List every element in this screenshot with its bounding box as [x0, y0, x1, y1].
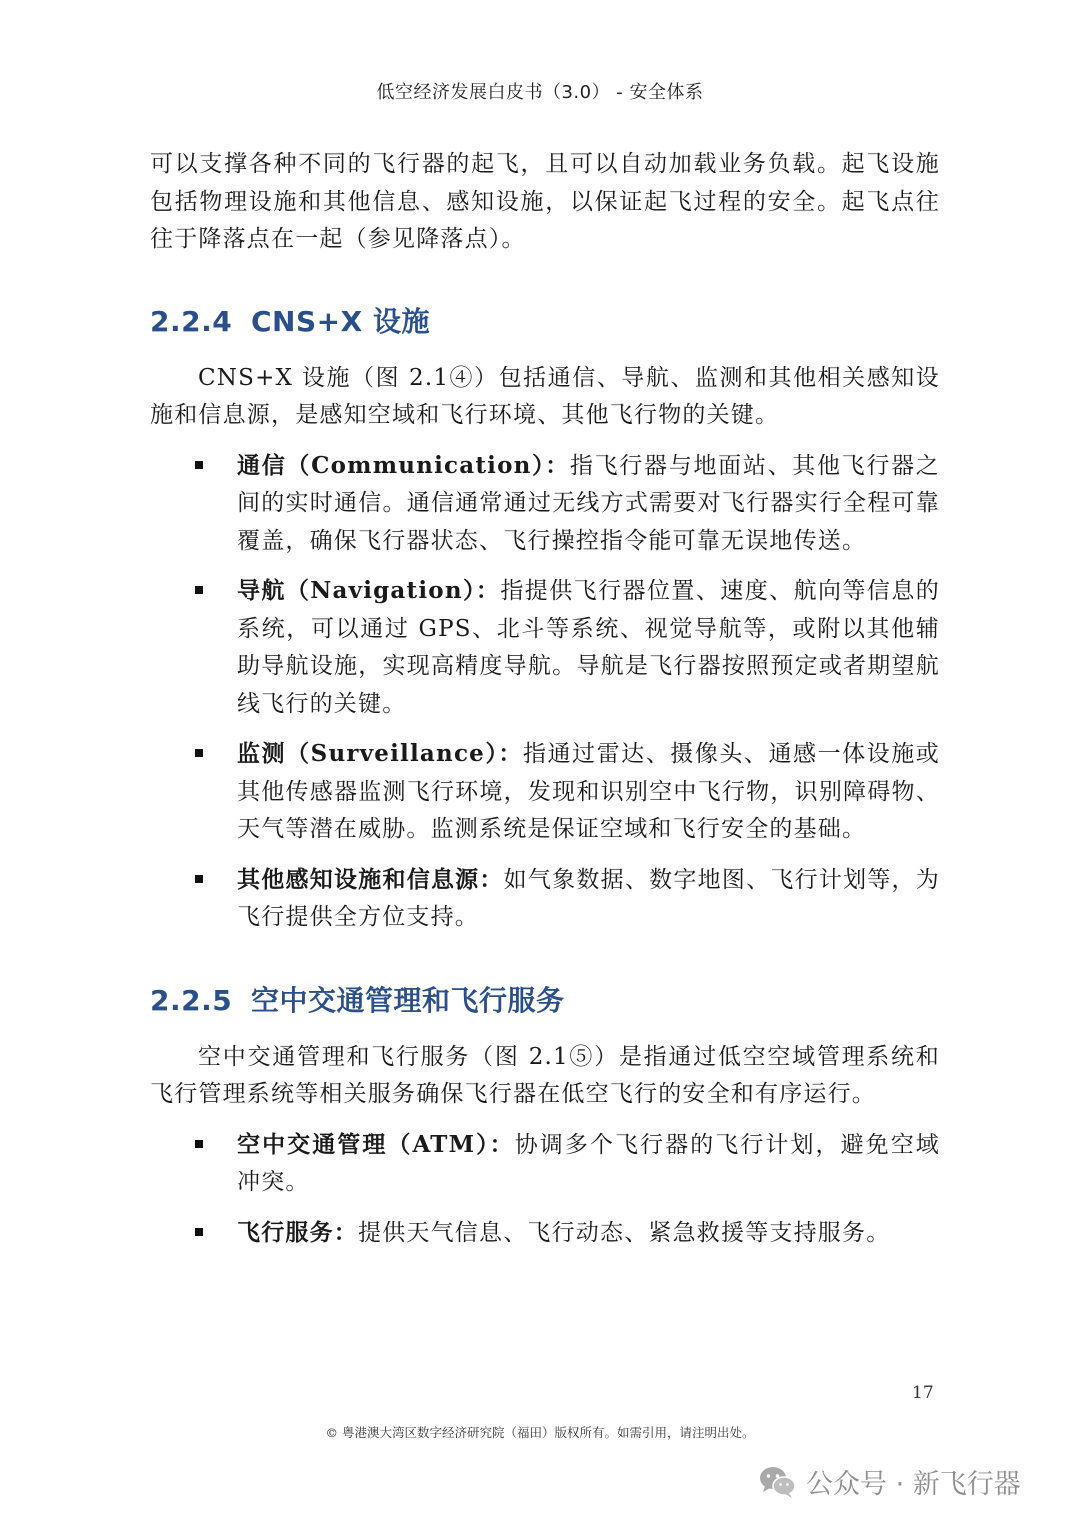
- wechat-icon: [758, 1465, 798, 1499]
- list-item-term: 监测（Surveillance）：: [237, 740, 523, 767]
- list-item-term: 导航（Navigation）：: [237, 577, 501, 604]
- bullet-icon: [195, 461, 203, 469]
- list-item-term: 其他感知设施和信息源：: [237, 865, 504, 893]
- section-paragraph: CNS+X 设施（图 2.1④）包括通信、导航、监测和其他相关感知设施和信息源，是感知空域和飞行环境、其他飞行物的关键。: [150, 364, 940, 428]
- list-item-text: 协调多个飞行器的飞行计划，避免空域冲突。: [237, 1131, 940, 1195]
- section-title: 空中交通管理和飞行服务: [251, 983, 565, 1017]
- section-paragraph: 空中交通管理和飞行服务（图 2.1⑤）是指通过低空空域管理系统和飞行管理系统等相关服务确保飞行器在低空飞行的安全和有序运行。: [150, 1043, 940, 1107]
- bullet-list: [150, 1126, 940, 1253]
- bullet-icon: [195, 1228, 203, 1236]
- list-item-term: 通信（Communication）：: [237, 451, 570, 479]
- copyright-notice: © 粤港澳大湾区数字经济研究院（福田）版权所有。如需引用，请注明出处。: [325, 1425, 755, 1440]
- section-number: 2.2.5: [150, 983, 233, 1017]
- section-number: 2.2.4: [150, 304, 233, 338]
- list-item-text: 提供天气信息、飞行动态、紧急救援等支持服务。: [358, 1219, 891, 1246]
- page-content: [150, 146, 940, 1252]
- list-item: [150, 1214, 940, 1253]
- list-item-term: 飞行服务：: [237, 1218, 358, 1246]
- bullet-icon: [195, 586, 203, 594]
- section-title: CNS+X 设施: [251, 304, 430, 338]
- list-item-text: 指提供飞行器位置、速度、航向等信息的系统，可以通过 GPS、北斗等系统、视觉导航等，或附以其他辅助导航设施，实现高精度导航。导航是飞行器按照预定或者期望航线飞行的关键。: [237, 578, 941, 717]
- list-item-text: 指飞行器与地面站、其他飞行器之间的实时通信。通信通常通过无线方式需要对飞行器实行全程可靠覆盖，确保飞行器状态、飞行操控指令能可靠无误地传送。: [237, 452, 940, 554]
- watermark: [758, 1462, 1021, 1501]
- list-item: [150, 861, 940, 937]
- list-item: [150, 735, 940, 849]
- page-header: 低空经济发展白皮书（3.0） - 安全体系: [376, 82, 704, 103]
- list-item-term: 空中交通管理（ATM）：: [237, 1130, 515, 1158]
- bullet-icon: [195, 875, 203, 883]
- list-item-text: 指通过雷达、摄像头、通感一体设施或其他传感器监测飞行环境，发现和识别空中飞行物，识别障碍物、天气等潜在威胁。监测系统是保证空域和飞行安全的基础。: [237, 741, 941, 842]
- list-item: [150, 1126, 940, 1202]
- section-heading-2-2-5: [150, 979, 940, 1019]
- intro-paragraph: 可以支撑各种不同的飞行器的起飞，且可以自动加载业务负载。起飞设施包括物理设施和其他信息、感知设施，以保证起飞过程的安全。起飞点往往于降落点在一起（参见降落点）。: [150, 151, 940, 252]
- section-heading-2-2-4: [150, 300, 940, 340]
- bullet-icon: [195, 749, 203, 757]
- bullet-list: [150, 447, 940, 937]
- page-number: 17: [912, 1383, 934, 1403]
- list-item-text: 如气象数据、数字地图、飞行计划等，为飞行提供全方位支持。: [237, 866, 940, 930]
- list-item: [150, 572, 940, 723]
- bullet-icon: [195, 1140, 203, 1148]
- watermark-text: 公众号 · 新飞行器: [806, 1469, 1021, 1500]
- list-item: [150, 447, 940, 561]
